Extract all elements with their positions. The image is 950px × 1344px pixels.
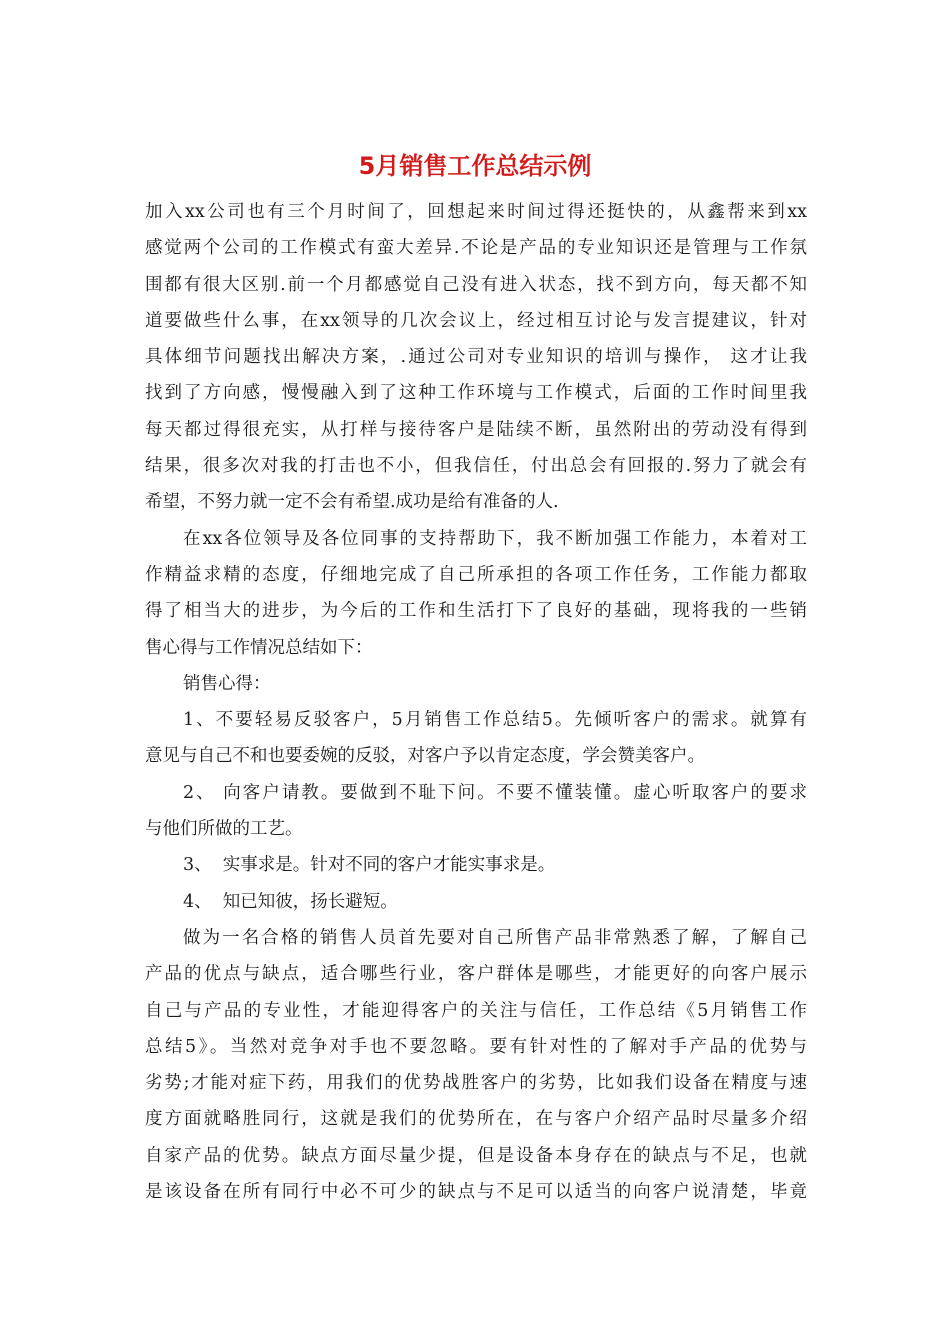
text-line: 自己与产品的专业性，才能迎得客户的关注与信任，工作总结《5月销售工作 <box>145 1000 807 1021</box>
text-line: 是该设备在所有同行中必不可少的缺点与不足可以适当的向客户说清楚，毕竟 <box>145 1182 807 1203</box>
text-line: 4、 知已知彼，扬长避短。 <box>183 891 398 912</box>
text-line: 加入xx公司也有三个月时间了，回想起来时间过得还挺快的，从鑫帮来到xx <box>145 202 807 222</box>
text-line: 希望，不努力就一定不会有希望.成功是给有准备的人. <box>145 492 559 513</box>
text-line: 自家产品的优势。缺点方面尽量少提，但是设备本身存在的缺点与不足，也就 <box>145 1145 807 1166</box>
text-line: 结果，很多次对我的打击也不小，但我信任，付出总会有回报的.努力了就会有 <box>145 456 807 477</box>
document-title: 5月销售工作总结示例 <box>358 152 592 180</box>
text-line: 道要做些什么事，在xx领导的几次会议上，经过相互讨论与发言提建议，针对 <box>145 310 807 331</box>
text-line: 找到了方向感，慢慢融入到了这种工作环境与工作模式，后面的工作时间里我 <box>145 383 807 404</box>
text-line: 做为一名合格的销售人员首先要对自己所售产品非常熟悉了解，了解自己 <box>183 927 807 948</box>
text-line: 劣势;才能对症下药，用我们的优势战胜客户的劣势，比如我们设备在精度与速 <box>145 1073 807 1094</box>
text-line: 3、 实事求是。针对不同的客户才能实事求是。 <box>183 855 556 876</box>
text-line: 意见与自己不和也要委婉的反驳，对客户予以肯定态度，学会赞美客户。 <box>145 746 705 767</box>
text-line: 得了相当大的进步，为今后的工作和生活打下了良好的基础，现将我的一些销 <box>145 601 807 622</box>
text-line: 总结5》。当然对竞争对手也不要忽略。要有针对性的了解对手产品的优势与 <box>145 1036 807 1057</box>
text-line: 2、 向客户请教。要做到不耻下问。不要不懂装懂。虚心听取客户的要求 <box>183 782 807 803</box>
text-line: 具体细节问题找出解决方案，.通过公司对专业知识的培训与操作， 这才让我 <box>145 347 807 368</box>
text-line: 销售心得： <box>183 673 271 694</box>
text-line: 作精益求精的态度，仔细地完成了自己所承担的各项工作任务，工作能力都取 <box>145 564 807 585</box>
text-line: 每天都过得很充实，从打样与接待客户是陆续不断，虽然附出的劳动没有得到 <box>145 419 807 440</box>
document-body <box>145 194 807 1210</box>
text-line: 产品的优点与缺点，适合哪些行业，客户群体是哪些，才能更好的向客户展示 <box>145 964 807 985</box>
text-line: 与他们所做的工艺。 <box>145 819 303 840</box>
text-line: 度方面就略胜同行，这就是我们的优势所在，在与客户介绍产品时尽量多介绍 <box>145 1109 807 1130</box>
text-line: 在xx各位领导及各位同事的支持帮助下，我不断加强工作能力，本着对工 <box>183 528 807 549</box>
text-line: 感觉两个公司的工作模式有蛮大差异.不论是产品的专业知识还是管理与工作氛 <box>145 238 807 259</box>
text-line: 1、不要轻易反驳客户，5月销售工作总结5。先倾听客户的需求。就算有 <box>183 710 807 731</box>
text-line: 围都有很大区别.前一个月都感觉自己没有进入状态，找不到方向，每天都不知 <box>145 274 807 295</box>
text-line: 售心得与工作情况总结如下： <box>145 637 373 658</box>
